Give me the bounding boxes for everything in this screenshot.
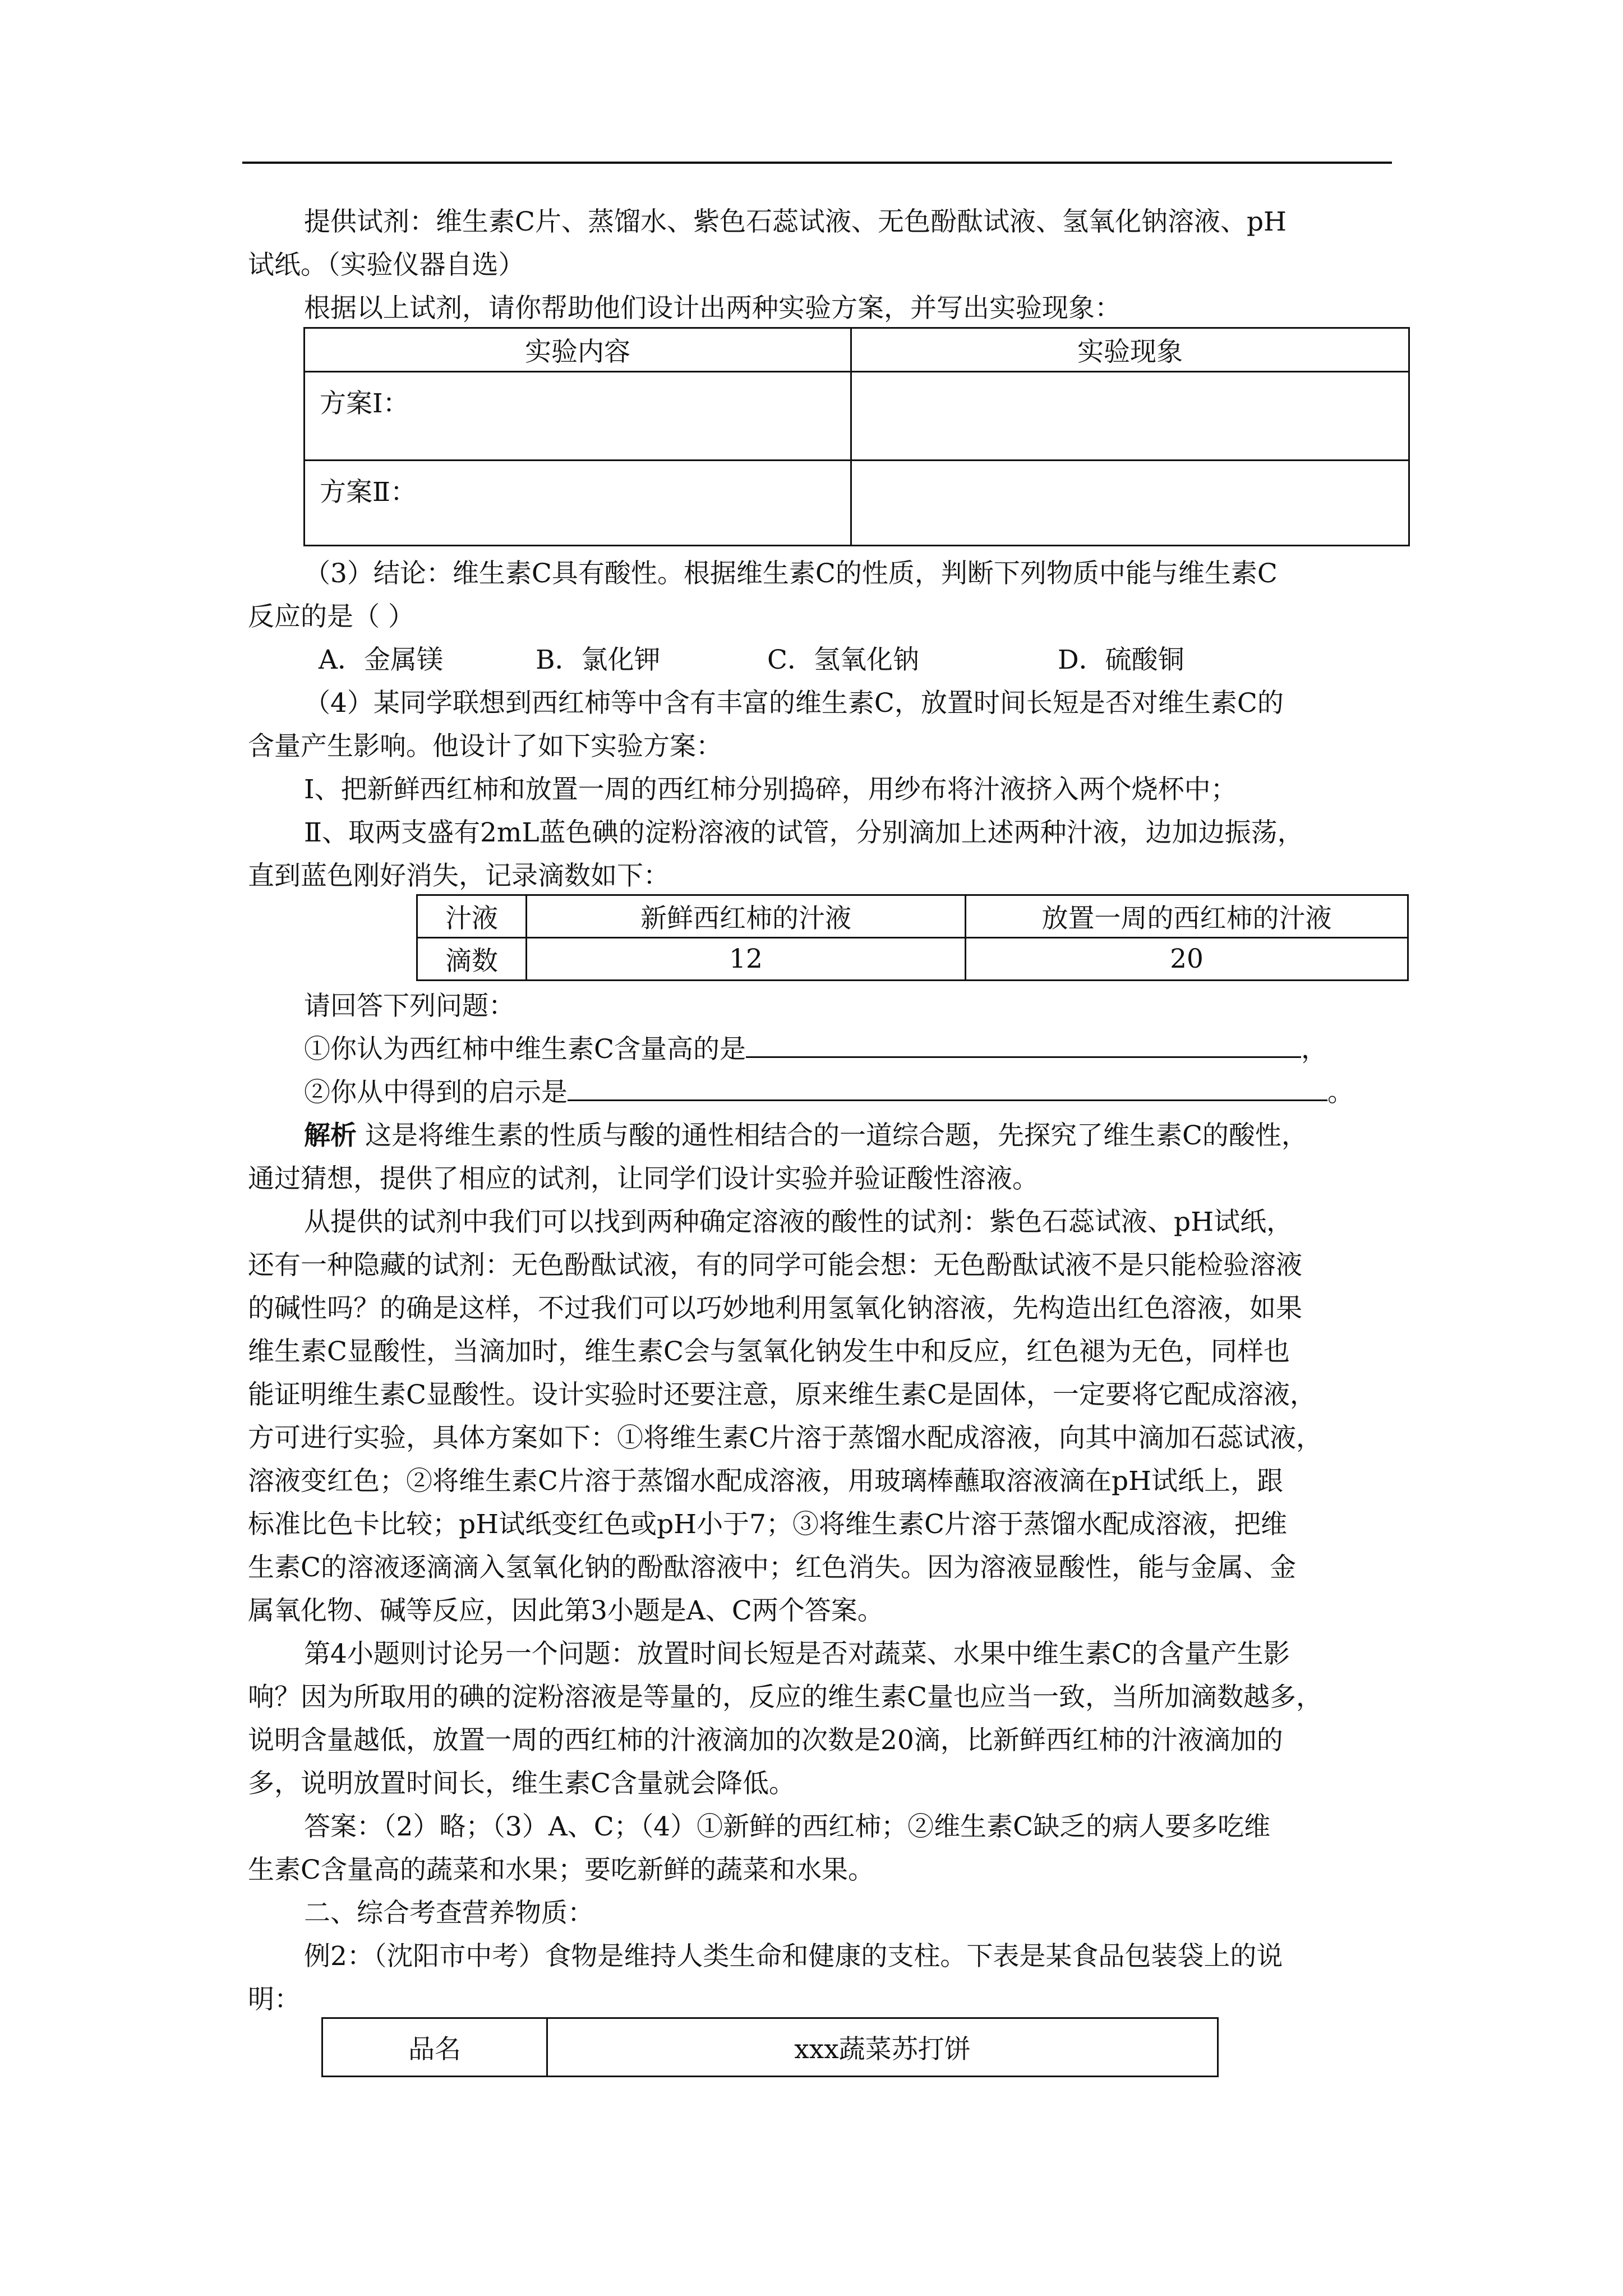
analysis-para-2-line-4: 维生素C显酸性，当滴加时，维生素C会与氢氧化钠发生中和反应，红色褪为无色，同样也 xyxy=(248,1336,1290,1367)
experiment-plan-table xyxy=(303,327,1410,546)
analysis-para-2-line-2: 还有一种隐藏的试剂：无色酚酞试液，有的同学可能会想：无色酚酞试液不是只能检验溶液 xyxy=(248,1250,1302,1281)
answer-blank-1[interactable] xyxy=(746,1029,1301,1058)
drops-label: 滴数 xyxy=(417,938,527,981)
answer-blank-2[interactable] xyxy=(568,1073,1327,1101)
analysis-para-1-cont: 通过猜想，提供了相应的试剂，让同学们设计实验并验证酸性溶液。 xyxy=(248,1163,1039,1194)
analysis-para-2-line-7: 溶液变红色；②将维生素C片溶于蒸馏水配成溶液，用玻璃棒蘸取溶液滴在pH试纸上，跟 xyxy=(248,1466,1284,1497)
option-b: B．氯化钾 xyxy=(536,645,661,675)
section-2-heading: 二、综合考查营养物质： xyxy=(304,1898,594,1929)
question-2-text: ②你从中得到的启示是 xyxy=(304,1077,568,1108)
example-2-cont: 明： xyxy=(248,1984,301,2015)
reagents-text: 提供试剂：维生素C片、蒸馏水、紫色石蕊试液、无色酚酞试液、氢氧化钠溶液、pH xyxy=(304,206,1287,237)
question-3: （3）结论：维生素C具有酸性。根据维生素C的性质，判断下列物质中能与维生素C xyxy=(304,558,1278,589)
fresh-juice-header: 新鲜西红柿的汁液 xyxy=(527,895,966,938)
analysis-para-3-line-4: 多，说明放置时间长，维生素C含量就会降低。 xyxy=(248,1768,795,1799)
answer-question-1 xyxy=(304,1028,1398,1071)
analysis-para-3-line-2: 响？因为所取用的碘的淀粉溶液是等量的，反应的维生素C量也应当一致，当所加滴数越多， xyxy=(248,1682,1322,1713)
table-header-phenomenon: 实验现象 xyxy=(851,328,1409,372)
analysis-para-2-line-10: 属氧化物、碱等反应，因此第3小题是A、C两个答案。 xyxy=(248,1595,884,1626)
plan-2-label: 方案Ⅱ： xyxy=(305,461,851,546)
question-3-cont: 反应的是（ ） xyxy=(248,601,414,632)
analysis-text: 这是将维生素的性质与酸的通性相结合的一道综合题，先探究了维生素C的酸性， xyxy=(357,1120,1308,1151)
juice-header: 汁液 xyxy=(417,895,527,938)
analysis-label: 解析 xyxy=(304,1120,357,1151)
design-instruction: 根据以上试剂，请你帮助他们设计出两种实验方案，并写出实验现象： xyxy=(304,293,1121,324)
analysis-para-2-line-9: 生素C的溶液逐滴滴入氢氧化钠的酚酞溶液中；红色消失。因为溶液显酸性，能与金属、金 xyxy=(248,1552,1296,1583)
answer-question-2 xyxy=(304,1071,1398,1114)
product-name-value: xxx蔬菜苏打饼 xyxy=(547,2018,1218,2077)
question-4-cont: 含量产生影响。他设计了如下实验方案： xyxy=(248,731,722,762)
analysis-para-3: 第4小题则讨论另一个问题：放置时间长短是否对蔬菜、水果中维生素C的含量产生影 xyxy=(304,1639,1290,1669)
question-2-end: 。 xyxy=(1327,1077,1354,1108)
analysis-para-2-line-6: 方可进行实验，具体方案如下：①将维生素C片溶于蒸馏水配成溶液，向其中滴加石蕊试液， xyxy=(248,1423,1322,1453)
step-2: Ⅱ、取两支盛有2mL蓝色碘的淀粉溶液的试管，分别滴加上述两种汁液，边加边振荡， xyxy=(304,817,1304,848)
table-header-content: 实验内容 xyxy=(305,328,851,372)
week-drops-value: 20 xyxy=(966,938,1408,981)
analysis-para-2-line-8: 标准比色卡比较；pH试纸变红色或pH小于7；③将维生素C片溶于蒸馏水配成溶液，把维 xyxy=(248,1509,1288,1540)
week-juice-header: 放置一周的西红柿的汁液 xyxy=(966,895,1408,938)
analysis-para-3-line-3: 说明含量越低，放置一周的西红柿的汁液滴加的次数是20滴，比新鲜西红柿的汁液滴加的 xyxy=(248,1725,1283,1756)
answer-text: 答案：（2）略；（3）A、C；（4）①新鲜的西红柿；②维生素C缺乏的病人要多吃维 xyxy=(304,1811,1271,1842)
plan-1-label: 方案Ⅰ： xyxy=(305,372,851,461)
question-1-end: ， xyxy=(1301,1034,1327,1065)
plan-1-result xyxy=(851,372,1409,461)
header-rule xyxy=(242,162,1392,164)
question-1-text: ①你认为西红柿中维生素C含量高的是 xyxy=(304,1034,746,1065)
analysis-para-2-line-5: 能证明维生素C显酸性。设计实验时还要注意，原来维生素C是固体，一定要将它配成溶液， xyxy=(248,1379,1316,1410)
fresh-drops-value: 12 xyxy=(527,938,966,981)
option-c: C．氢氧化钠 xyxy=(767,645,919,675)
step-2-cont: 直到蓝色刚好消失，记录滴数如下： xyxy=(248,861,670,891)
step-1: Ⅰ、把新鲜西红柿和放置一周的西红柿分别捣碎，用纱布将汁液挤入两个烧杯中； xyxy=(304,774,1237,805)
plan-2-result xyxy=(851,461,1409,546)
analysis-para-2: 从提供的试剂中我们可以找到两种确定溶液的酸性的试剂：紫色石蕊试液、pH试纸， xyxy=(304,1207,1293,1237)
example-2: 例2：（沈阳市中考）食物是维持人类生命和健康的支柱。下表是某食品包装袋上的说 xyxy=(304,1941,1283,1972)
answer-text-cont: 生素C含量高的蔬菜和水果；要吃新鲜的蔬菜和水果。 xyxy=(248,1855,874,1885)
drop-count-table xyxy=(416,894,1409,981)
food-label-table xyxy=(321,2017,1219,2077)
analysis-para-1 xyxy=(304,1115,1398,1157)
option-a: A．金属镁 xyxy=(319,645,443,675)
question-4: （4）某同学联想到西红柿等中含有丰富的维生素C，放置时间长短是否对维生素C的 xyxy=(304,688,1284,719)
product-name-label: 品名 xyxy=(322,2018,547,2077)
reagents-text-cont: 试纸。（实验仪器自选） xyxy=(248,250,525,280)
answer-prompt: 请回答下列问题： xyxy=(304,991,515,1022)
analysis-para-2-line-3: 的碱性吗？的确是这样，不过我们可以巧妙地利用氢氧化钠溶液，先构造出红色溶液，如果 xyxy=(248,1293,1302,1324)
option-d: D．硫酸铜 xyxy=(1058,645,1184,675)
